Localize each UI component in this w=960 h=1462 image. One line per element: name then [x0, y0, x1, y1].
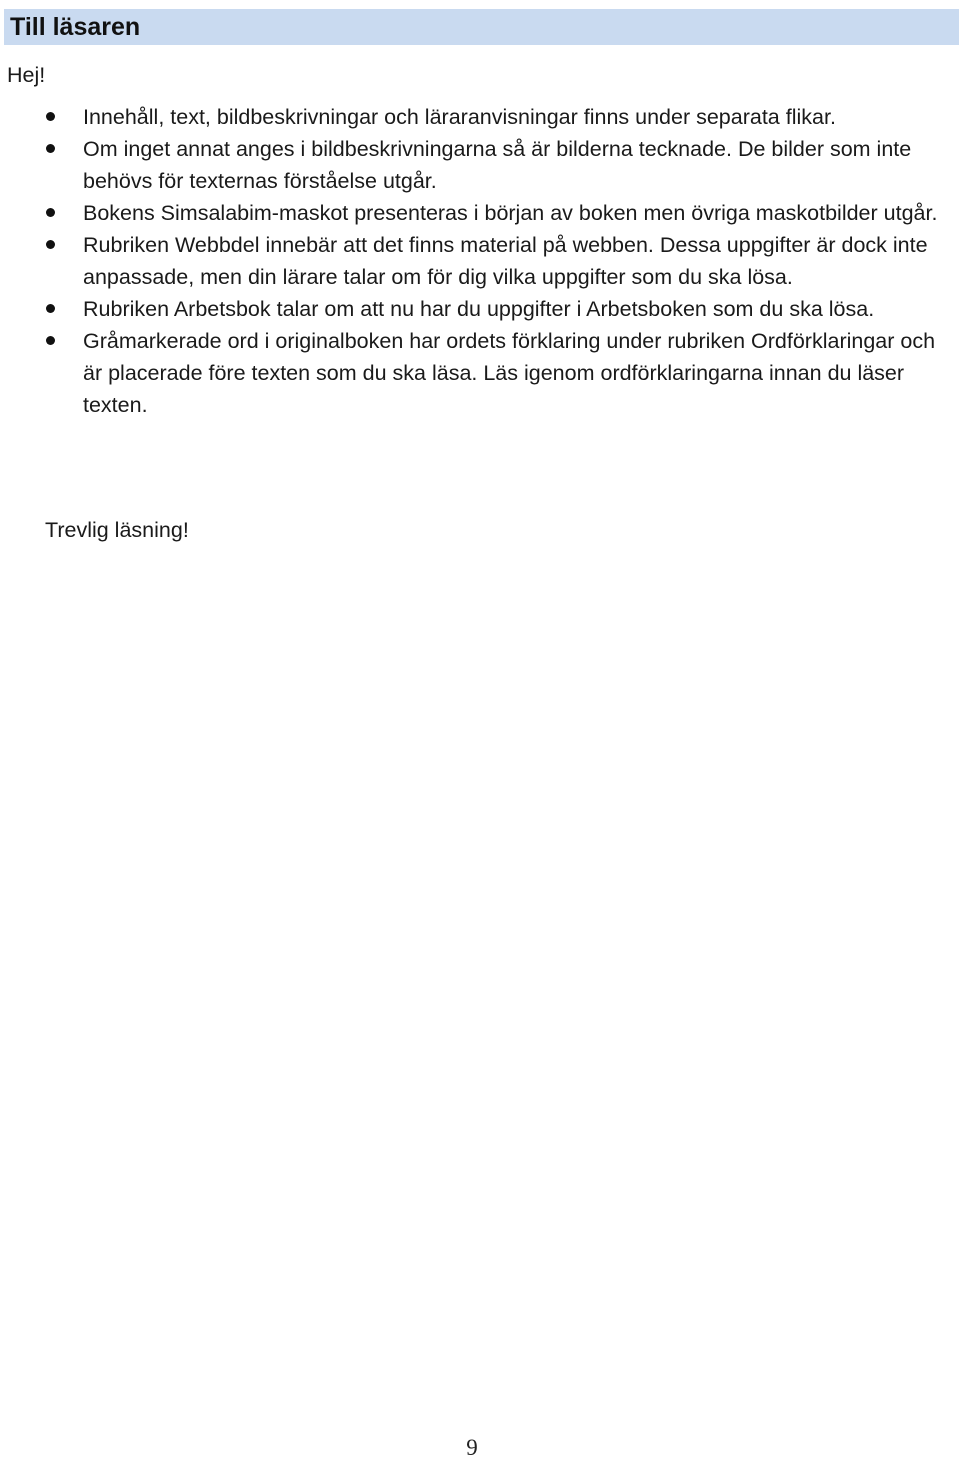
bullet-icon [46, 112, 55, 121]
list-item-text: Om inget annat anges i bildbeskrivningarna så är bilderna tecknade. De bilder som inte behövs för texternas förståelse utgår. [83, 137, 912, 193]
list-item [0, 101, 960, 133]
list-item-text: Rubriken Webbdel innebär att det finns material på webben. Dessa uppgifter är dock inte anpassade, men din lärare talar om för dig vilka uppgifter som du ska lösa. [83, 233, 928, 289]
list-item-text: Rubriken Arbetsbok talar om att nu har du uppgifter i Arbetsboken som du ska lösa. [83, 297, 875, 321]
list-item [0, 133, 960, 197]
bullet-icon [46, 144, 55, 153]
page-number: 9 [466, 1435, 478, 1460]
list-item [0, 197, 960, 229]
bullet-icon [46, 240, 55, 249]
list-item-text: Bokens Simsalabim-maskot presenteras i början av boken men övriga maskotbilder utgår. [83, 201, 938, 225]
greeting-text: Hej! [7, 63, 46, 87]
bullet-icon [46, 336, 55, 345]
list-item-text: Gråmarkerade ord i originalboken har ordets förklaring under rubriken Ordförklaringar och är placerade före texten som du ska läsa. Läs igenom ordförklaringarna innan du läser texten. [83, 329, 936, 417]
list-item [0, 293, 960, 325]
bullet-icon [46, 208, 55, 217]
closing-text: Trevlig läsning! [45, 518, 189, 542]
heading-bar [4, 9, 959, 45]
list-item [0, 325, 960, 421]
page-title: Till läsaren [10, 13, 141, 41]
bullet-icon [46, 304, 55, 313]
list-item-text: Innehåll, text, bildbeskrivningar och läraranvisningar finns under separata flikar. [83, 105, 836, 129]
list-item [0, 229, 960, 293]
instructions-list [0, 101, 960, 421]
